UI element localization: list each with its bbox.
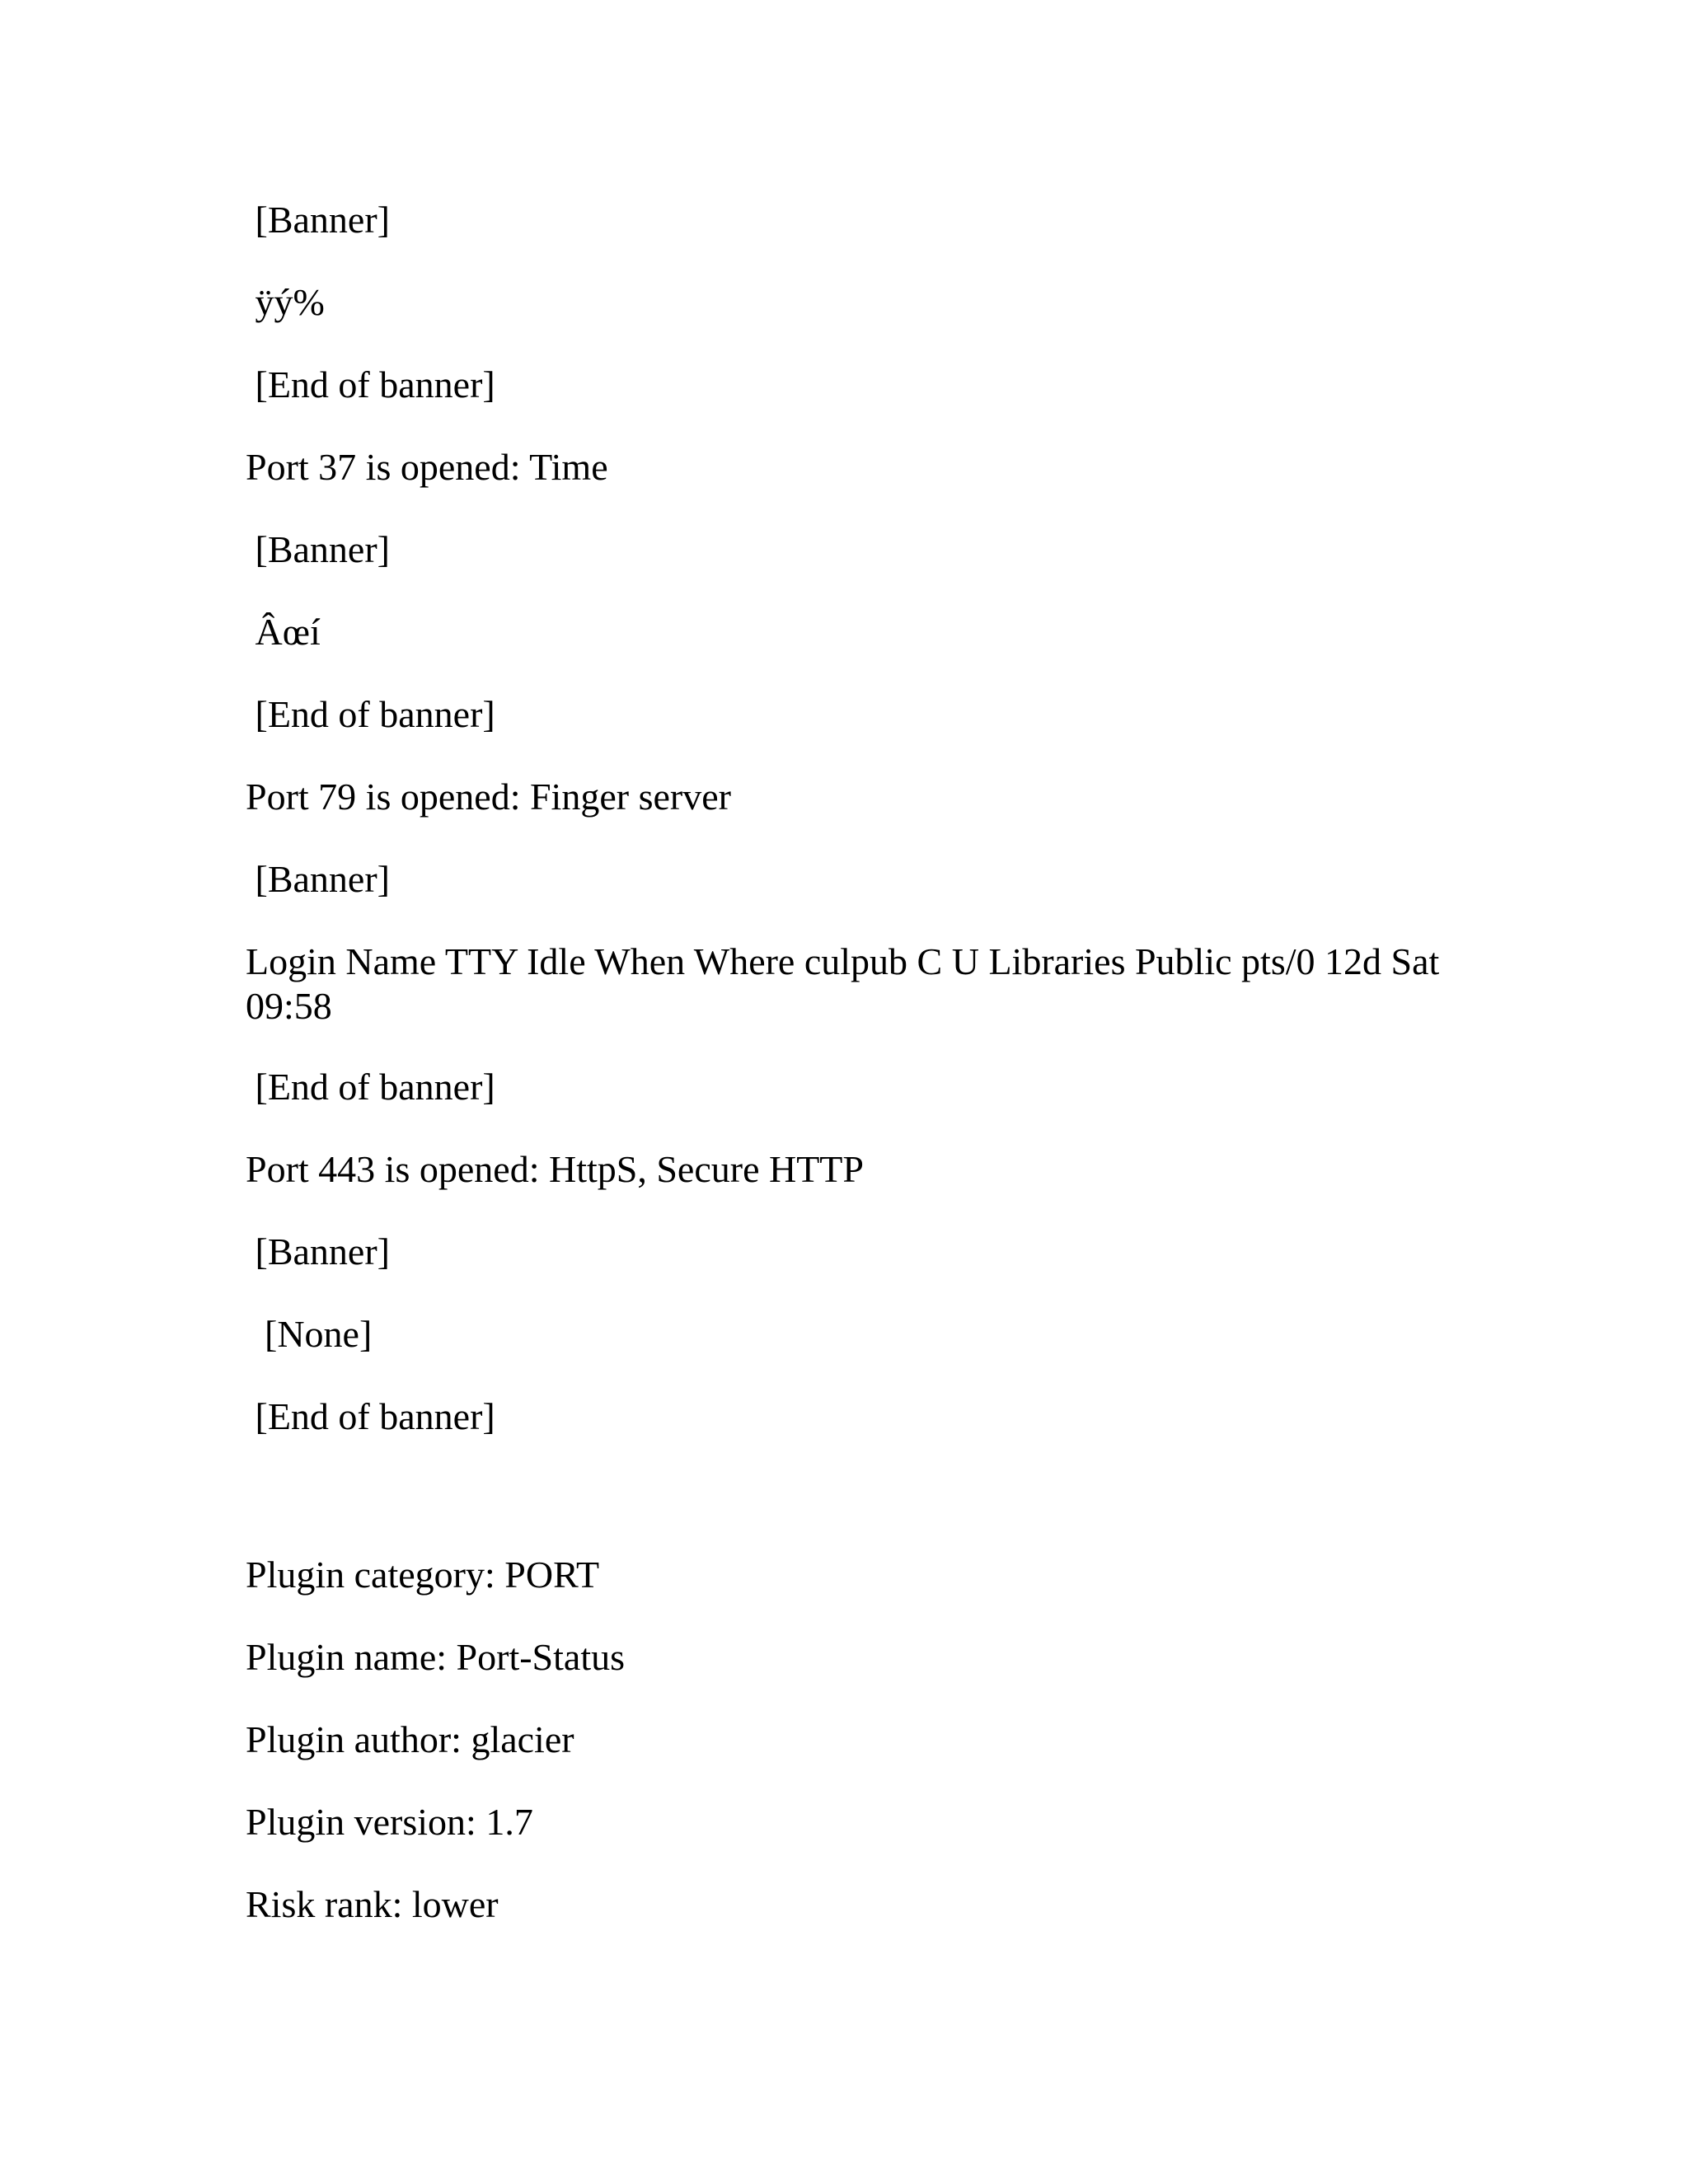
banner-content-3: Login Name TTY Idle When Where culpub C U Libraries Public pts/0 12d Sat 09:58	[246, 940, 1440, 1027]
port-79-line: Port 79 is opened: Finger server	[246, 776, 731, 818]
banner-start-4: [Banner]	[246, 1230, 390, 1272]
banner-end-2: [End of banner]	[246, 693, 495, 735]
plugin-category: Plugin category: PORT	[246, 1554, 600, 1596]
banner-start-1: [Banner]	[246, 199, 390, 241]
port-37-line: Port 37 is opened: Time	[246, 446, 608, 488]
banner-content-2: Âœí	[246, 611, 321, 653]
banner-content-4: [None]	[246, 1313, 373, 1355]
banner-end-1: [End of banner]	[246, 363, 495, 405]
plugin-name: Plugin name: Port-Status	[246, 1636, 625, 1678]
banner-start-2: [Banner]	[246, 528, 390, 570]
banner-start-3: [Banner]	[246, 858, 390, 900]
plugin-author: Plugin author: glacier	[246, 1718, 574, 1760]
plugin-version: Plugin version: 1.7	[246, 1801, 533, 1843]
banner-end-3: [End of banner]	[246, 1066, 495, 1108]
port-443-line: Port 443 is opened: HttpS, Secure HTTP	[246, 1148, 864, 1190]
banner-end-4: [End of banner]	[246, 1395, 495, 1437]
risk-rank: Risk rank: lower	[246, 1883, 499, 1925]
banner-content-1: ÿý%	[246, 281, 325, 323]
